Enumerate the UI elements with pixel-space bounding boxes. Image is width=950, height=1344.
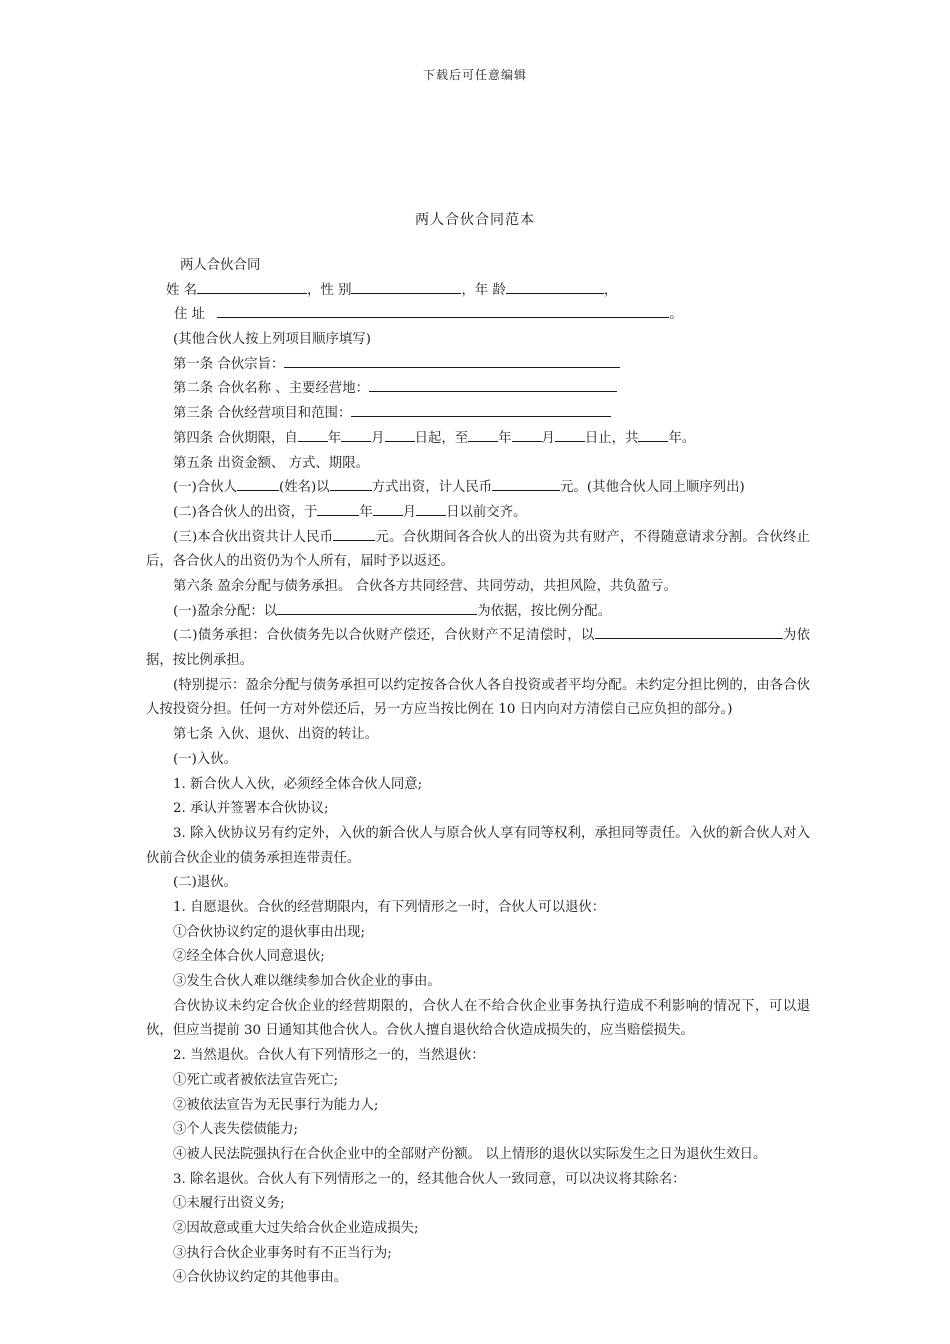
article-6-text: (一)盈余分配：以 (173, 603, 278, 619)
article-6-text: 为依据，按比例承担。 (146, 628, 810, 669)
deadline-month-blank[interactable] (373, 501, 403, 516)
profit-basis-blank[interactable] (277, 600, 477, 615)
withdraw-title: (二)退伙。 (173, 875, 238, 891)
punctuation: ， (603, 282, 618, 298)
article-5-text: (二)各合伙人的出资，于 (173, 504, 318, 520)
end-month-blank[interactable] (512, 427, 542, 442)
article-3-text: 第三条 合伙经营项目和范围： (173, 406, 352, 422)
article-4-text: 日起，至 (414, 430, 469, 446)
article-5-text: 元。(其他合伙人同上顺序列出) (560, 480, 745, 496)
article-6-item-2 (146, 624, 810, 673)
deadline-year-blank[interactable] (317, 501, 359, 516)
gender-label: ，性 别 (307, 282, 352, 298)
age-blank[interactable] (506, 279, 604, 294)
article-5-text: 方式出资，计人民币 (371, 480, 493, 496)
business-place-blank[interactable] (369, 377, 617, 392)
automatic-reason-3: ③个人丧失偿债能力; (173, 1122, 299, 1138)
article-3 (146, 402, 810, 427)
article-5-item-3 (146, 526, 810, 575)
article-5-text: 元。合伙期间各合伙人的出资为共有财产，不得随意请求分割。合伙终止后，各合伙人的出资仍为个人所有，届时予以返还。 (146, 529, 811, 570)
address-blank[interactable] (217, 303, 669, 318)
name-label: 姓 名 (166, 282, 198, 298)
article-6-item-1 (146, 600, 810, 625)
join-item-2: 2. 承认并签署本合伙协议; (173, 801, 329, 817)
contribution-amount-blank[interactable] (492, 476, 560, 491)
address-line (146, 303, 810, 328)
end-day-blank[interactable] (555, 427, 585, 442)
name-blank[interactable] (197, 279, 307, 294)
punctuation: 。 (669, 307, 683, 323)
article-5-text: (一)合伙人 (173, 480, 238, 496)
article-1 (146, 353, 810, 378)
party-info-line (146, 279, 810, 304)
expulsion-withdrawal: 3. 除名退伙。合伙人有下列情形之一的，经其他合伙人一致同意，可以决议将其除名： (173, 1171, 686, 1187)
total-capital-blank[interactable] (333, 526, 375, 541)
article-2 (146, 377, 810, 402)
contribution-method-blank[interactable] (330, 476, 372, 491)
start-year-blank[interactable] (298, 427, 328, 442)
article-2-text: 第二条 合伙名称 、主要经营地： (173, 381, 369, 397)
article-4-text: 第四条 合伙期限，自 (173, 430, 298, 446)
voluntary-note: 合伙协议未约定合伙企业的经营期限的，合伙人在不给合伙企业事务执行造成不利影响的情况下，可以退伙，但应当提前 30 日通知其他合伙人。合伙人擅自退伙给合伙造成损失的，应当赔偿损失。 (146, 998, 810, 1039)
article-5-text: (三)本合伙出资共计人民币 (173, 529, 334, 545)
debt-basis-blank[interactable] (595, 624, 783, 639)
expulsion-reason-1: ①未履行出资义务; (173, 1196, 285, 1212)
join-title: (一)入伙。 (173, 751, 238, 767)
article-5: 第五条 出资金额、 方式、期限。 (173, 455, 369, 471)
article-6: 第六条 盈余分配与债务承担。 合伙各方共同经营、共同劳动，共担风险，共负盈亏。 (173, 578, 677, 594)
article-4 (146, 427, 810, 452)
expulsion-reason-2: ②因故意或重大过失给合伙企业造成损失; (173, 1220, 419, 1236)
article-4-text: 日止，共 (584, 430, 639, 446)
contract-heading: 两人合伙合同 (180, 258, 261, 273)
article-4-text: 年。 (668, 430, 696, 446)
article-5-text: (姓名)以 (279, 480, 330, 496)
automatic-reason-1: ①死亡或者被依法宣告死亡; (173, 1072, 339, 1088)
gender-blank[interactable] (351, 279, 461, 294)
expulsion-reason-3: ③执行合伙企业事务时有不正当行为; (173, 1245, 392, 1261)
join-item-3: 3. 除入伙协议另有约定外，入伙的新合伙人与原合伙人享有同等权利，承担同等责任。入伙的新合伙人对入伙前合伙企业的债务承担连带责任。 (146, 825, 810, 866)
voluntary-reason-3: ③发生合伙人难以继续参加合伙企业的事由。 (173, 974, 441, 990)
deadline-day-blank[interactable] (416, 501, 446, 516)
article-4-text: 年 (498, 430, 512, 446)
voluntary-reason-1: ①合伙协议约定的退伙事由出现; (173, 924, 365, 940)
voluntary-reason-2: ②经全体合伙人同意退伙; (173, 949, 325, 965)
start-day-blank[interactable] (385, 427, 415, 442)
end-year-blank[interactable] (468, 427, 498, 442)
header-note: 下载后可任意编辑 (422, 68, 527, 82)
contract-body (146, 254, 810, 1291)
article-7: 第七条 入伙、退伙、出资的转让。 (173, 727, 379, 743)
partner-name-blank[interactable] (237, 476, 279, 491)
business-scope-blank[interactable] (351, 402, 611, 417)
article-6-text: (二)债务承担：合伙债务先以合伙财产偿还，合伙财产不足清偿时，以 (173, 628, 595, 644)
document-title: 两人合伙合同范本 (415, 212, 535, 228)
article-4-text: 年 (327, 430, 342, 446)
article-5-text: 日以前交齐。 (446, 504, 527, 520)
party-note: (其他合伙人按上列项目顺序填写) (173, 332, 371, 348)
article-5-text: 月 (402, 504, 417, 520)
voluntary-withdrawal: 1. 自愿退伙。合伙的经营期限内，有下列情形之一时，合伙人可以退伙： (173, 900, 606, 915)
article-6-note: (特别提示：盈余分配与债务承担可以约定按各合伙人各自投资或者平均分配。未约定分担比例的，由各合伙人按投资分担。任何一方对外偿还后，另一方应当按比例在 10 日内向对方清偿自己应负担的部分。) (146, 677, 810, 718)
purpose-blank[interactable] (284, 353, 620, 368)
automatic-withdrawal: 2. 当然退伙。合伙人有下列情形之一的，当然退伙： (173, 1048, 485, 1064)
join-item-1: 1. 新合伙人入伙，必须经全体合伙人同意; (173, 776, 423, 792)
total-years-blank[interactable] (638, 427, 668, 442)
article-4-text: 月 (371, 430, 385, 446)
automatic-reason-4: ④被人民法院强执行在合伙企业中的全部财产份额。 以上情形的退伙以实际发生之日为退伙生效日。 (173, 1146, 767, 1162)
automatic-reason-2: ②被依法宣告为无民事行为能力人; (173, 1097, 379, 1113)
article-4-text: 月 (541, 430, 555, 446)
address-label: 住 址 (174, 307, 206, 323)
article-1-text: 第一条 合伙宗旨： (173, 356, 285, 372)
start-month-blank[interactable] (341, 427, 371, 442)
article-5-text: 年 (359, 504, 373, 520)
age-label: ，年 龄 (461, 282, 506, 298)
expulsion-reason-4: ④合伙协议约定的其他事由。 (173, 1270, 348, 1286)
article-6-text: 为依据，按比例分配。 (477, 603, 612, 619)
article-5-item-2 (146, 501, 810, 526)
article-5-item-1 (146, 476, 810, 501)
